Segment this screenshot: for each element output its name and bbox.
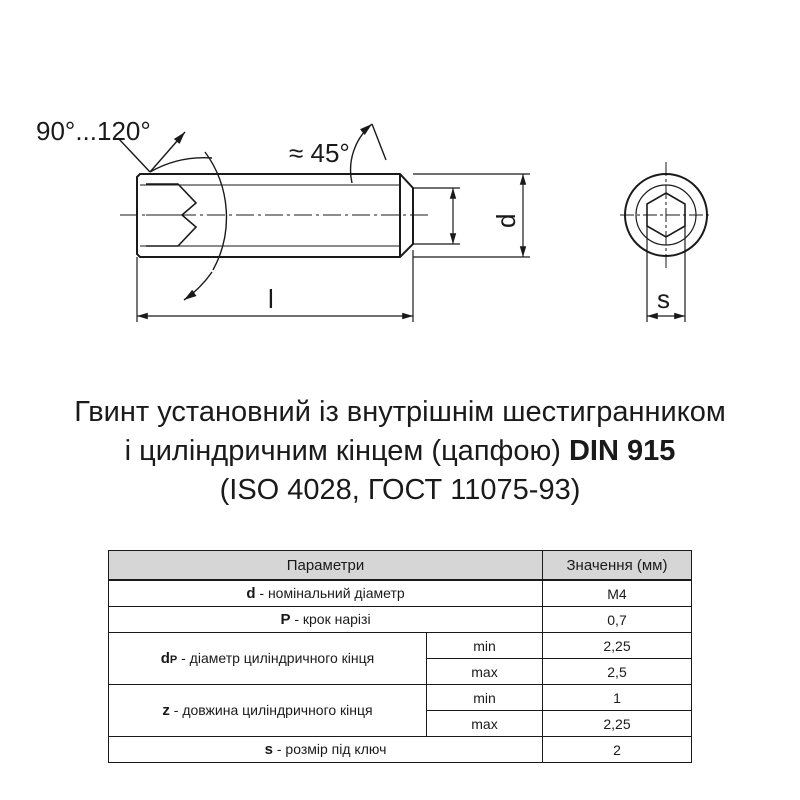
param-z: z - довжина циліндричного кінця: [109, 685, 427, 737]
label-z-min: min: [427, 685, 543, 711]
end-view: [620, 162, 712, 268]
param-p: P - крок нарізі: [109, 607, 543, 633]
value-z-max: 2,25: [543, 711, 692, 737]
parameters-table: [108, 550, 692, 763]
label-dp-max: max: [427, 659, 543, 685]
title-line-1: Гвинт установний із внутрішнім шестигранником: [74, 396, 726, 428]
value-z-min: 1: [543, 685, 692, 711]
table-row: [109, 580, 692, 607]
label-z-max: max: [427, 711, 543, 737]
key-size-label: s: [657, 284, 670, 314]
param-dp: dP - діаметр циліндричного кінця: [109, 633, 427, 685]
table-row: [109, 685, 692, 711]
value-dp-min: 2,25: [543, 633, 692, 659]
tip-angle-dimension: [118, 132, 226, 300]
table-row: [109, 633, 692, 659]
diameter-label: d: [491, 213, 521, 228]
param-s: s - розмір під ключ: [109, 737, 543, 763]
length-label: l: [268, 284, 274, 314]
side-view: [120, 174, 430, 257]
header-parameters: Параметри: [109, 551, 543, 581]
table-row: [109, 607, 692, 633]
angle-chamfer-label: ≈ 45°: [289, 138, 350, 168]
document-title: [0, 393, 800, 510]
title-line-3: (ISO 4028, ГОСТ 11075-93): [219, 474, 581, 506]
standard-label: DIN 915: [568, 435, 676, 467]
param-d: d - номінальний діаметр: [109, 580, 543, 607]
length-dimension: [137, 250, 413, 322]
header-value: Значення (мм): [543, 551, 692, 581]
value-dp-max: 2,5: [543, 659, 692, 685]
table-row: [109, 737, 692, 763]
title-line-2-text: і циліндричним кінцем (цапфою): [124, 435, 561, 467]
value-p: 0,7: [543, 607, 692, 633]
value-d: M4: [543, 580, 692, 607]
angle-tip-label: 90°...120°: [36, 116, 151, 146]
value-s: 2: [543, 737, 692, 763]
technical-drawing: [0, 0, 800, 360]
title-line-2: [0, 432, 800, 471]
label-dp-min: min: [427, 633, 543, 659]
